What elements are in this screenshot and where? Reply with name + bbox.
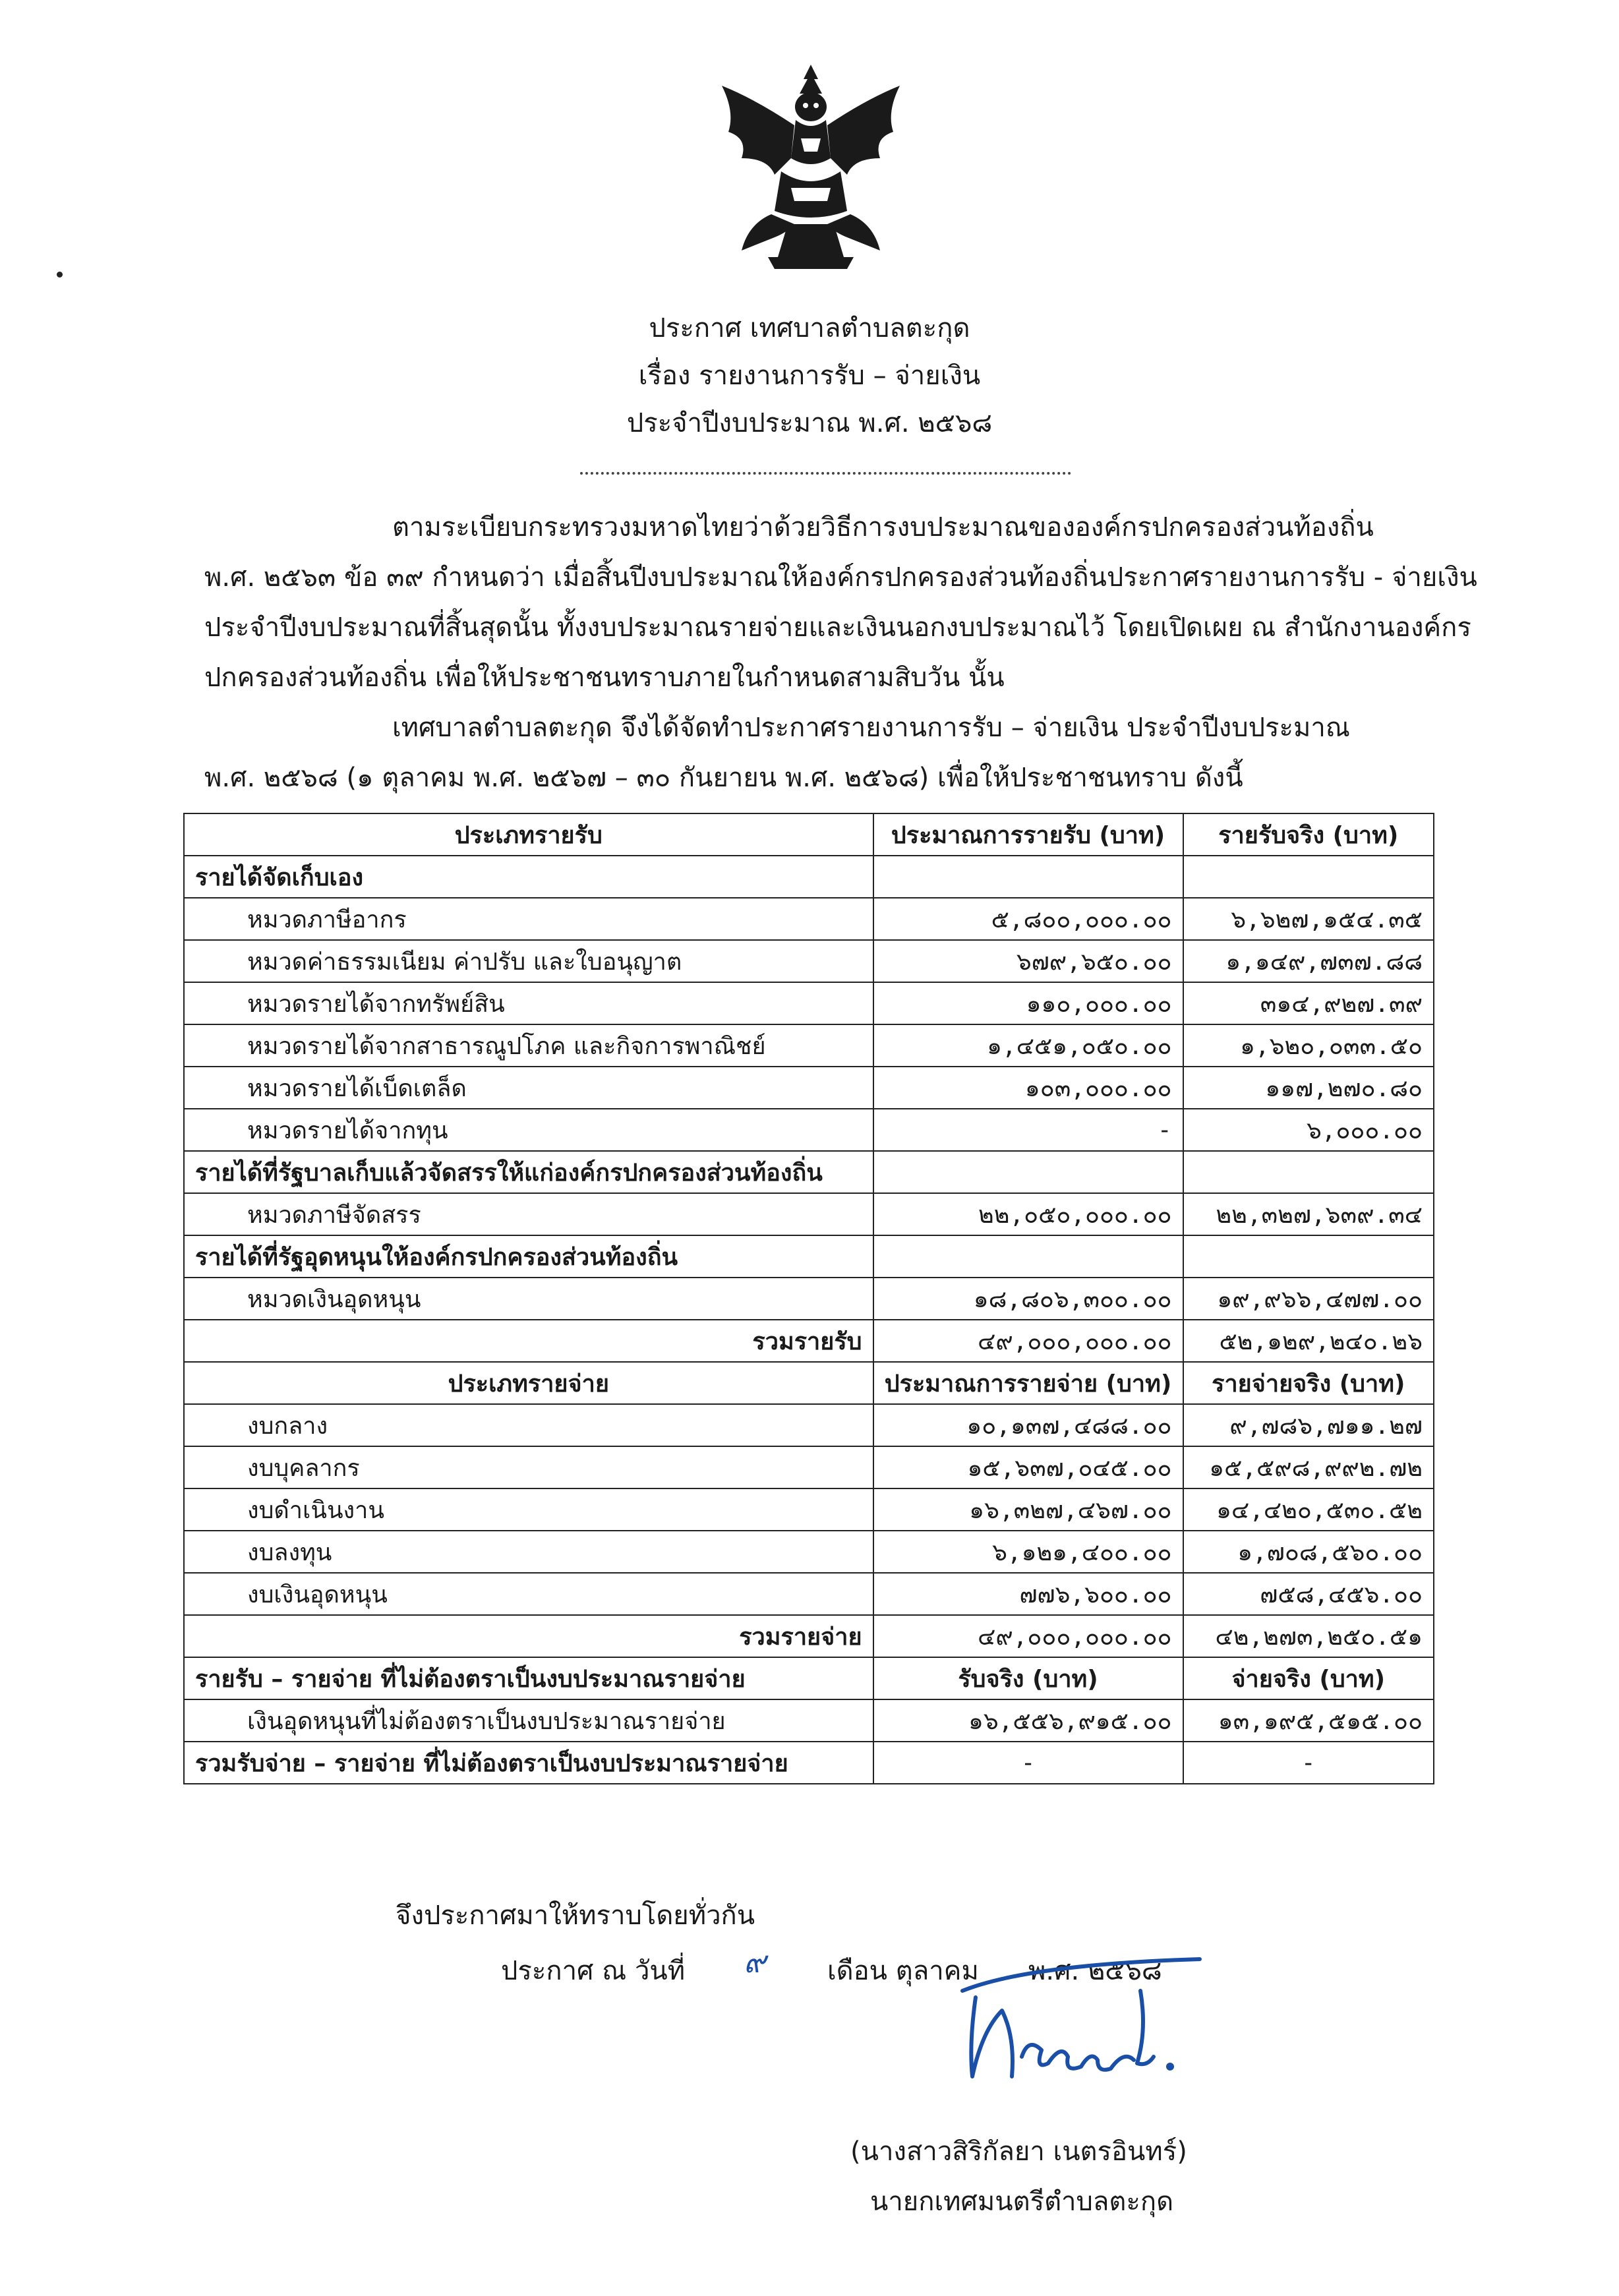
row-estimate: ๖๗๙,๖๕๐.๐๐ — [873, 940, 1183, 982]
row-actual: ๑๔,๔๒๐,๕๓๐.๕๒ — [1183, 1488, 1434, 1531]
income-total-row — [184, 1320, 1434, 1362]
table-row — [184, 1067, 1434, 1109]
table-row — [184, 1024, 1434, 1067]
row-actual: ๑๑๗,๒๗๐.๘๐ — [1183, 1067, 1434, 1109]
row-estimate: ๑๑๐,๐๐๐.๐๐ — [873, 982, 1183, 1024]
income-header-type: ประเภทรายรับ — [184, 813, 873, 856]
row-estimate: ๑๖,๓๒๗,๔๖๗.๐๐ — [873, 1488, 1183, 1531]
table-row — [184, 1573, 1434, 1615]
extra-total-paid: - — [1183, 1742, 1434, 1784]
table-row — [184, 1278, 1434, 1320]
table-row — [184, 1488, 1434, 1531]
row-label: งบลงทุน — [184, 1531, 873, 1573]
expense-header-row — [184, 1362, 1434, 1404]
handwritten-signature-icon — [949, 1951, 1213, 2116]
row-paid: ๑๓,๑๙๕,๕๑๕.๐๐ — [1183, 1699, 1434, 1742]
row-estimate: ๑๘,๘๐๖,๓๐๐.๐๐ — [873, 1278, 1183, 1320]
group-row — [184, 856, 1434, 898]
table-row — [184, 1193, 1434, 1235]
row-label: หมวดรายได้เบ็ดเตล็ด — [184, 1067, 873, 1109]
row-label: งบเงินอุดหนุน — [184, 1573, 873, 1615]
row-estimate: ๒๒,๐๕๐,๐๐๐.๐๐ — [873, 1193, 1183, 1235]
row-label: หมวดภาษีอากร — [184, 898, 873, 940]
intro-p1-line-4: ปกครองส่วนท้องถิ่น เพื่อให้ประชาชนทราบภายในกำหนดสามสิบวัน นั้น — [204, 662, 1005, 693]
table-row — [184, 1531, 1434, 1573]
row-estimate: ๑๐๓,๐๐๐.๐๐ — [873, 1067, 1183, 1109]
signer-name: (นางสาวสิริกัลยา เนตรอินทร์) — [850, 2136, 1187, 2167]
table-row — [184, 940, 1434, 982]
date-month: เดือน ตุลาคม — [827, 1956, 979, 1986]
header-divider — [580, 472, 1071, 475]
extra-header-type: รายรับ – รายจ่าย ที่ไม่ต้องตราเป็นงบประมาณรายจ่าย — [184, 1657, 873, 1699]
expense-header-estimate: ประมาณการรายจ่าย (บาท) — [873, 1362, 1183, 1404]
row-label: หมวดรายได้จากทุน — [184, 1109, 873, 1151]
row-actual: ๙,๗๘๖,๗๑๑.๒๗ — [1183, 1404, 1434, 1446]
row-actual: ๑,๑๔๙,๗๓๗.๘๘ — [1183, 940, 1434, 982]
row-estimate: ๕,๘๐๐,๐๐๐.๐๐ — [873, 898, 1183, 940]
row-actual: ๑๙,๙๖๖,๔๗๗.๐๐ — [1183, 1278, 1434, 1320]
row-estimate: - — [873, 1109, 1183, 1151]
extra-header-paid: จ่ายจริง (บาท) — [1183, 1657, 1434, 1699]
extra-header-received: รับจริง (บาท) — [873, 1657, 1183, 1699]
row-label: หมวดเงินอุดหนุน — [184, 1278, 873, 1320]
table-row — [184, 1699, 1434, 1742]
extra-header-row — [184, 1657, 1434, 1699]
intro-paragraph-2 — [204, 703, 1450, 803]
intro-p1-line-2: พ.ศ. ๒๕๖๓ ข้อ ๓๙ กำหนดว่า เมื่อสิ้นปีงบประมาณให้องค์กรปกครองส่วนท้องถิ่นประกาศรายงานการรับ - จ่ายเงิน — [204, 562, 1477, 593]
group-row — [184, 1151, 1434, 1193]
row-estimate: ๗๗๖,๖๐๐.๐๐ — [873, 1573, 1183, 1615]
income-expense-table — [183, 813, 1434, 1784]
intro-p1-line-1: ตามระเบียบกระทรวงมหาดไทยว่าด้วยวิธีการงบประมาณขององค์กรปกครองส่วนท้องถิ่น — [392, 512, 1374, 543]
total-estimate: ๔๙,๐๐๐,๐๐๐.๐๐ — [873, 1615, 1183, 1657]
income-header-estimate: ประมาณการรายรับ (บาท) — [873, 813, 1183, 856]
row-actual: ๖,๖๒๗,๑๕๔.๓๕ — [1183, 898, 1434, 940]
table-row — [184, 1109, 1434, 1151]
row-label: งบดำเนินงาน — [184, 1488, 873, 1531]
row-label: หมวดภาษีจัดสรร — [184, 1193, 873, 1235]
table-row — [184, 1446, 1434, 1488]
row-estimate: ๑,๔๕๑,๐๕๐.๐๐ — [873, 1024, 1183, 1067]
expense-total-row — [184, 1615, 1434, 1657]
row-actual: ๗๕๘,๔๕๖.๐๐ — [1183, 1573, 1434, 1615]
intro-p1-line-3: ประจำปีงบประมาณที่สิ้นสุดนั้น ทั้งงบประมาณรายจ่ายและเงินนอกงบประมาณไว้ โดยเปิดเผย ณ สำนักงานองค์กร — [204, 612, 1471, 643]
row-label: หมวดรายได้จากสาธารณูปโภค และกิจการพาณิชย์ — [184, 1024, 873, 1067]
total-actual: ๔๒,๒๗๓,๒๕๐.๕๑ — [1183, 1615, 1434, 1657]
header-line-2: เรื่อง รายงานการรับ – จ่ายเงิน — [638, 361, 981, 391]
extra-total-row — [184, 1742, 1434, 1784]
extra-total-label: รวมรับจ่าย – รายจ่าย ที่ไม่ต้องตราเป็นงบประมาณรายจ่าย — [184, 1742, 873, 1784]
expense-header-actual: รายจ่ายจริง (บาท) — [1183, 1362, 1434, 1404]
group-label: รายได้ที่รัฐบาลเก็บแล้วจัดสรรให้แก่องค์กรปกครองส่วนท้องถิ่น — [184, 1151, 873, 1193]
table-row — [184, 1404, 1434, 1446]
stray-dot — [57, 272, 63, 278]
signer-title: นายกเทศมนตรีตำบลตะกุด — [870, 2187, 1174, 2217]
row-received: ๑๖,๕๕๖,๙๑๕.๐๐ — [873, 1699, 1183, 1742]
row-label: เงินอุดหนุนที่ไม่ต้องตราเป็นงบประมาณรายจ่าย — [184, 1699, 873, 1742]
row-estimate: ๖,๑๒๑,๔๐๐.๐๐ — [873, 1531, 1183, 1573]
intro-paragraph-1 — [204, 502, 1477, 703]
income-header-actual: รายรับจริง (บาท) — [1183, 813, 1434, 856]
row-label: งบบุคลากร — [184, 1446, 873, 1488]
header-line-3: ประจำปีงบประมาณ พ.ศ. ๒๕๖๘ — [626, 408, 993, 438]
group-label: รายได้ที่รัฐอุดหนุนให้องค์กรปกครองส่วนท้องถิ่น — [184, 1235, 873, 1278]
row-actual: ๖,๐๐๐.๐๐ — [1183, 1109, 1434, 1151]
row-actual: ๑,๖๒๐,๐๓๓.๕๐ — [1183, 1024, 1434, 1067]
row-label: หมวดรายได้จากทรัพย์สิน — [184, 982, 873, 1024]
group-label: รายได้จัดเก็บเอง — [184, 856, 873, 898]
intro-p2-line-2: พ.ศ. ๒๕๖๘ (๑ ตุลาคม พ.ศ. ๒๕๖๗ – ๓๐ กันยายน พ.ศ. ๒๕๖๘) เพื่อให้ประชาชนทราบ ดังนี้ — [204, 763, 1243, 793]
row-actual: ๑๕,๕๙๘,๙๙๒.๗๒ — [1183, 1446, 1434, 1488]
row-label: งบกลาง — [184, 1404, 873, 1446]
row-estimate: ๑๐,๑๓๗,๔๘๘.๐๐ — [873, 1404, 1183, 1446]
extra-total-received: - — [873, 1742, 1183, 1784]
total-label: รวมรายรับ — [184, 1320, 873, 1362]
date-day: ๙ — [744, 1944, 766, 1980]
row-actual: ๓๑๔,๙๒๗.๓๙ — [1183, 982, 1434, 1024]
date-year: พ.ศ. ๒๕๖๘ — [1028, 1956, 1162, 1986]
row-label: หมวดค่าธรรมเนียม ค่าปรับ และใบอนุญาต — [184, 940, 873, 982]
total-label: รวมรายจ่าย — [184, 1615, 873, 1657]
total-actual: ๕๒,๑๒๙,๒๔๐.๒๖ — [1183, 1320, 1434, 1362]
closing-announce: จึงประกาศมาให้ทราบโดยทั่วกัน — [396, 1900, 755, 1931]
group-row — [184, 1235, 1434, 1278]
row-estimate: ๑๕,๖๓๗,๐๔๕.๐๐ — [873, 1446, 1183, 1488]
table-row — [184, 898, 1434, 940]
row-actual: ๑,๗๐๘,๕๖๐.๐๐ — [1183, 1531, 1434, 1573]
header-line-1: ประกาศ เทศบาลตำบลตะกุด — [649, 313, 970, 343]
expense-header-type: ประเภทรายจ่าย — [184, 1362, 873, 1404]
income-header-row — [184, 813, 1434, 856]
intro-p2-line-1: เทศบาลตำบลตะกุด จึงได้จัดทำประกาศรายงานการรับ – จ่ายเงิน ประจำปีงบประมาณ — [392, 713, 1350, 743]
row-actual: ๒๒,๓๒๗,๖๓๙.๓๔ — [1183, 1193, 1434, 1235]
table-row — [184, 982, 1434, 1024]
date-prefix: ประกาศ ณ วันที่ — [501, 1956, 686, 1986]
total-estimate: ๔๙,๐๐๐,๐๐๐.๐๐ — [873, 1320, 1183, 1362]
garuda-emblem-icon — [709, 59, 913, 277]
